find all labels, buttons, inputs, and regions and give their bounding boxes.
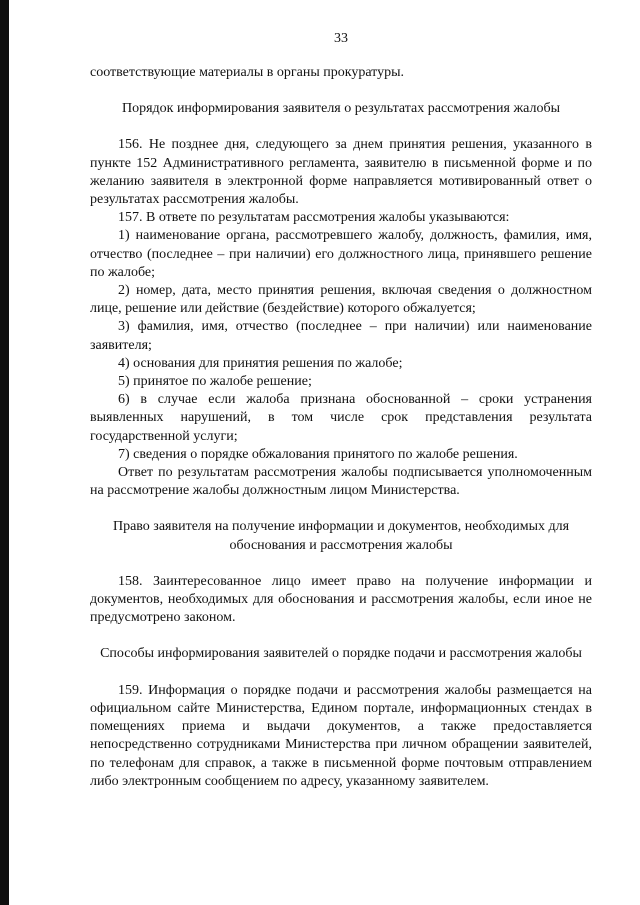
list-item-5: 5) принятое по жалобе решение;	[118, 374, 312, 390]
paragraph-159: 159. Информация о порядке подачи и рассмотрения жалобы размещается на официальном сайте Министерства, Едином портале, информационных стендах в помещениях приема и выдачи документов, а также предоставляется непосредственно сотрудниками Министерства при личном обращении заявителей, по телефонам для справок, а также в письменной форме почтовым отправлением либо электронным сообщением по адресу, указанному заявителем.	[90, 682, 592, 789]
list-item-2: 2) номер, дата, место принятия решения, включая сведения о должностном лице, решение или действие (бездействие) которого обжалуется;	[90, 283, 592, 317]
paragraph-continuation: соответствующие материалы в органы прокуратуры.	[90, 65, 405, 80]
paragraph-156: 156. Не позднее дня, следующего за днем принятия решения, указанного в пункте 152 Административного регламента, заявителю в письменной форме и по желанию заявителя в электронной форме направляется мотивированный ответ о результатах рассмотрения жалобы.	[90, 137, 592, 208]
page-number: 33	[334, 31, 348, 46]
list-item-6: 6) в случае если жалоба признана обоснованной – сроки устранения выявленных нарушений, в том числе срок представления результата государственной услуги;	[90, 392, 592, 444]
paragraph-158: 158. Заинтересованное лицо имеет право на получение информации и документов, необходимых для обоснования и рассмотрения жалобы, если иное не предусмотрено законом.	[90, 573, 592, 626]
list-item-7: 7) сведения о порядке обжалования принятого по жалобе решения.	[118, 446, 518, 462]
section-heading-results-informing: Порядок информирования заявителя о результатах рассмотрения жалобы	[121, 101, 561, 117]
section-heading-right-to-information: Право заявителя на получение информации и документов, необходимых для обоснования и рассмотрения жалобы	[112, 519, 570, 553]
section-heading-informing-methods: Способы информирования заявителей о порядке подачи и рассмотрения жалобы	[100, 646, 582, 662]
list-item-1: 1) наименование органа, рассмотревшего жалобу, должность, фамилия, имя, отчество (последнее – при наличии) его должностного лица, принявшего решение по жалобе;	[90, 228, 592, 280]
list-item-3: 3) фамилия, имя, отчество (последнее – при наличии) или наименование заявителя;	[90, 319, 592, 353]
paragraph-response-signing: Ответ по результатам рассмотрения жалобы подписывается уполномоченным на рассмотрение жалобы должностным лицом Министерства.	[90, 465, 592, 499]
scan-binding-edge	[0, 0, 9, 905]
list-item-4: 4) основания для принятия решения по жалобе;	[118, 355, 403, 371]
paragraph-157: 157. В ответе по результатам рассмотрения жалобы указываются:	[118, 210, 510, 226]
